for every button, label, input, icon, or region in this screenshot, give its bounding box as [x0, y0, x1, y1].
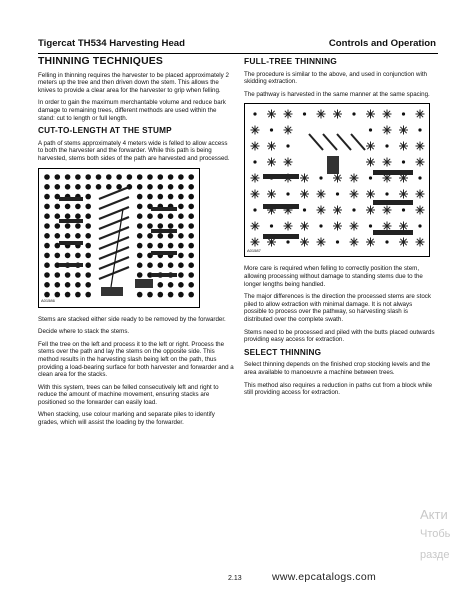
tree-dot	[65, 223, 71, 229]
tree-dot	[85, 193, 91, 199]
tree-dot	[55, 291, 61, 297]
tree-dot	[44, 184, 50, 190]
tree-dot	[85, 252, 91, 258]
cut-to-length-figure	[38, 168, 200, 308]
tree-dot	[147, 223, 153, 229]
tree-dot	[44, 252, 50, 258]
tree-dot	[369, 225, 372, 228]
tree-dot	[188, 272, 194, 278]
tree-dot	[137, 174, 143, 180]
tree-dot	[137, 242, 143, 248]
paragraph: Stems need to be processed and piled with the butts placed outwards providing easy access for extraction.	[244, 328, 435, 344]
paragraph: More care is required when felling to correctly position the stem, allowing processing without damage to standing stems due to the longer lengths being handled.	[244, 265, 423, 288]
tree-dot	[75, 282, 81, 288]
tree-dot	[147, 242, 153, 248]
tree-dot	[55, 272, 61, 278]
paragraph: Felling in thinning requires the harvester to be placed approximately 2 meters up the tree and then driven down the stem. This allows the knives to provide a clear area for the harvester to grip when felling.	[38, 71, 229, 94]
tree-dot	[178, 262, 184, 268]
stem-stack	[373, 200, 413, 205]
tree-dot	[158, 223, 164, 229]
tree-dot	[188, 242, 194, 248]
tree-dot	[55, 174, 61, 180]
tree-dot	[147, 291, 153, 297]
tree-dot	[137, 223, 143, 229]
heading-thinning-techniques: THINNING TECHNIQUES	[38, 56, 164, 67]
tree-dot	[55, 282, 61, 288]
tree-dot	[147, 233, 153, 239]
tree-dot	[168, 233, 174, 239]
tree-dot	[178, 282, 184, 288]
felled-stem	[99, 217, 129, 229]
tree-dot	[270, 225, 273, 228]
tree-dot	[147, 193, 153, 199]
page-number: 2.13	[228, 575, 242, 582]
stem-stack	[373, 230, 413, 235]
tree-dot	[75, 203, 81, 209]
tree-dot	[402, 161, 405, 164]
tree-dot	[55, 252, 61, 258]
tree-dot	[106, 184, 112, 190]
felled-stem	[99, 187, 129, 199]
tree-dot	[75, 233, 81, 239]
tree-dot	[85, 223, 91, 229]
stem-stack	[59, 219, 83, 223]
tree-dot	[55, 203, 61, 209]
tree-dot	[303, 113, 306, 116]
tree-dot	[178, 213, 184, 219]
tree-dot	[188, 291, 194, 297]
harvester-machine	[101, 287, 123, 296]
heading-cut-to-length: CUT-TO-LENGTH AT THE STUMP	[38, 126, 172, 136]
tree-dot	[158, 193, 164, 199]
cut-to-length-illustration	[39, 169, 199, 307]
figure-label: A01587	[247, 247, 261, 253]
tree-dot	[158, 174, 164, 180]
tree-dot	[168, 193, 174, 199]
tree-dot	[44, 233, 50, 239]
stem-stack	[263, 204, 299, 209]
tree-dot	[75, 291, 81, 297]
tree-dot	[65, 184, 71, 190]
tree-dot	[137, 233, 143, 239]
tree-dot	[352, 113, 355, 116]
document-title: Tigercat TH534 Harvesting Head	[38, 38, 185, 49]
tree-dot	[44, 203, 50, 209]
tree-dot	[75, 272, 81, 278]
stem-stack	[151, 273, 177, 277]
tree-dot	[168, 184, 174, 190]
paragraph: Fell the tree on the left and process it to the left or right. Process the stems over the path and lay the stems on the opposite side. This method results in the harvesting slash being left on the path, thus providing a load-bearing surface for both harvester and forwarder and a clean area for the stacks.	[38, 340, 234, 379]
tree-dot	[178, 193, 184, 199]
tree-dot	[96, 184, 102, 190]
tree-dot	[168, 282, 174, 288]
tree-dot	[75, 252, 81, 258]
left-column	[38, 57, 234, 432]
felled-stem	[99, 227, 129, 239]
tree-dot	[85, 272, 91, 278]
tree-dot	[85, 213, 91, 219]
tree-dot	[402, 113, 405, 116]
tree-dot	[178, 242, 184, 248]
tree-dot	[178, 184, 184, 190]
felled-stem	[99, 247, 129, 259]
felled-stem	[323, 134, 337, 150]
tree-dot	[178, 291, 184, 297]
tree-dot	[85, 203, 91, 209]
section-title: Controls and Operation	[328, 38, 436, 49]
tree-dot	[188, 184, 194, 190]
tree-dot	[85, 174, 91, 180]
tree-dot	[188, 282, 194, 288]
stem-stack	[373, 170, 413, 175]
tree-dot	[137, 193, 143, 199]
stem-stack	[151, 229, 177, 233]
paragraph: When stacking, use colour marking and separate piles to identify grades, which will assist the loading by the forwarder.	[38, 411, 215, 427]
tree-dot	[127, 174, 133, 180]
watermark-url: www.epcatalogs.com	[272, 571, 377, 583]
right-column	[244, 57, 436, 402]
tree-dot	[65, 252, 71, 258]
tree-dot	[188, 174, 194, 180]
stem-stack	[151, 251, 177, 255]
tree-dot	[65, 174, 71, 180]
tree-dot	[137, 203, 143, 209]
tree-dot	[418, 225, 421, 228]
tree-dot	[75, 213, 81, 219]
tree-dot	[116, 174, 122, 180]
tree-dot	[319, 225, 322, 228]
tree-dot	[168, 174, 174, 180]
tree-dot	[137, 291, 143, 297]
paragraph: The major differences is the direction the processed stems are stock piled to allow extraction with minimal damage. It is not always possible to process over the pathway, so harvesting slash is distributed over the complete swath.	[244, 293, 431, 323]
tree-dot	[253, 209, 256, 212]
activation-watermark: Акти	[420, 507, 448, 522]
tree-dot	[352, 209, 355, 212]
header-rule	[38, 53, 438, 54]
stem-stack	[263, 174, 299, 179]
felled-stem	[337, 134, 351, 150]
felled-stem	[351, 134, 365, 150]
paragraph: This method also requires a reduction in paths cut from a block while still providing access for extraction.	[244, 381, 433, 397]
tree-dot	[188, 213, 194, 219]
tree-dot	[336, 193, 339, 196]
tree-dot	[253, 161, 256, 164]
tree-dot	[158, 242, 164, 248]
tree-dot	[178, 223, 184, 229]
tree-dot	[65, 213, 71, 219]
activation-watermark: разде	[420, 549, 450, 561]
tree-dot	[286, 145, 289, 148]
tree-dot	[147, 262, 153, 268]
tree-dot	[188, 262, 194, 268]
tree-dot	[147, 174, 153, 180]
tree-dot	[65, 272, 71, 278]
stem-stack	[263, 234, 299, 239]
tree-dot	[188, 233, 194, 239]
tree-dot	[178, 272, 184, 278]
tree-dot	[188, 193, 194, 199]
paragraph: Stems are stacked either side ready to be removed by the forwarder.	[38, 315, 226, 323]
tree-dot	[85, 262, 91, 268]
tree-dot	[55, 184, 61, 190]
tree-dot	[158, 184, 164, 190]
tree-dot	[75, 174, 81, 180]
full-tree-illustration	[245, 104, 429, 256]
tree-dot	[188, 252, 194, 258]
paragraph: The pathway is harvested in the same manner at the same spacing.	[244, 90, 430, 98]
tree-dot	[286, 241, 289, 244]
paragraph: With this system, trees can be felled consecutively left and right to reduce the amount of machine movement, ensuring stacks are positioned so the forwarder can easily load.	[38, 383, 219, 406]
tree-dot	[369, 129, 372, 132]
tree-dot	[44, 193, 50, 199]
tree-dot	[168, 213, 174, 219]
tree-dot	[253, 113, 256, 116]
tree-dot	[75, 184, 81, 190]
tree-dot	[402, 209, 405, 212]
stem-stack	[59, 241, 83, 245]
tree-dot	[418, 129, 421, 132]
figure-label: A01586	[41, 297, 55, 303]
tree-dot	[137, 272, 143, 278]
felled-stem	[99, 237, 129, 249]
tree-dot	[44, 282, 50, 288]
tree-dot	[168, 223, 174, 229]
skidder-machine	[327, 156, 339, 174]
tree-dot	[85, 233, 91, 239]
tree-dot	[178, 233, 184, 239]
tree-dot	[85, 184, 91, 190]
tree-dot	[96, 174, 102, 180]
forwarder-machine	[135, 279, 153, 288]
tree-dot	[286, 193, 289, 196]
tree-dot	[188, 203, 194, 209]
tree-dot	[85, 282, 91, 288]
tree-dot	[147, 184, 153, 190]
tree-dot	[178, 174, 184, 180]
tree-dot	[168, 242, 174, 248]
activation-watermark: Чтобь	[420, 528, 451, 540]
felled-stem	[309, 134, 323, 150]
tree-dot	[303, 209, 306, 212]
tree-dot	[55, 233, 61, 239]
tree-dot	[137, 184, 143, 190]
tree-dot	[158, 291, 164, 297]
heading-full-tree-thinning: FULL-TREE THINNING	[244, 56, 337, 66]
tree-dot	[270, 129, 273, 132]
tree-dot	[158, 282, 164, 288]
tree-dot	[116, 184, 122, 190]
paragraph: The procedure is similar to the above, and used in conjunction with skidding extraction.	[244, 70, 427, 86]
tree-dot	[418, 177, 421, 180]
stem-stack	[59, 263, 83, 267]
tree-dot	[44, 174, 50, 180]
felled-stem	[99, 197, 129, 209]
tree-dot	[106, 174, 112, 180]
tree-dot	[85, 291, 91, 297]
paragraph: A path of stems approximately 4 meters wide is felled to allow access to both the harvester and the forwarder. While this path is being harvested, stems both sides of the path are harvested and processed.	[38, 139, 230, 162]
tree-dot	[137, 262, 143, 268]
tree-dot	[44, 213, 50, 219]
tree-dot	[168, 291, 174, 297]
tree-dot	[147, 213, 153, 219]
tree-dot	[385, 241, 388, 244]
heading-select-thinning: SELECT THINNING	[244, 347, 322, 357]
tree-dot	[44, 242, 50, 248]
tree-dot	[385, 145, 388, 148]
tree-dot	[168, 262, 174, 268]
paragraph: Select thinning depends on the finished crop stocking levels and the area available to manoeuvre a machine between trees.	[244, 361, 431, 376]
tree-dot	[178, 203, 184, 209]
tree-dot	[336, 241, 339, 244]
tree-dot	[137, 213, 143, 219]
tree-dot	[55, 213, 61, 219]
paragraph: In order to gain the maximum merchantable volume and reduce bark damage to remaining trees, different methods are used within the stand: cut to length or full length.	[38, 99, 226, 122]
paragraph: Decide where to stack the stems.	[38, 328, 130, 336]
tree-dot	[85, 242, 91, 248]
tree-dot	[137, 252, 143, 258]
tree-dot	[65, 233, 71, 239]
tree-dot	[319, 177, 322, 180]
tree-dot	[158, 233, 164, 239]
tree-dot	[65, 282, 71, 288]
tree-dot	[44, 223, 50, 229]
tree-dot	[385, 193, 388, 196]
tree-dot	[188, 223, 194, 229]
tree-dot	[55, 223, 61, 229]
tree-dot	[65, 203, 71, 209]
stem-stack	[151, 207, 177, 211]
stem-stack	[59, 197, 83, 201]
tree-dot	[65, 291, 71, 297]
tree-dot	[158, 213, 164, 219]
tree-dot	[44, 272, 50, 278]
tree-dot	[369, 177, 372, 180]
tree-dot	[75, 223, 81, 229]
full-tree-figure	[244, 103, 430, 257]
tree-dot	[178, 252, 184, 258]
tree-dot	[44, 262, 50, 268]
felled-stem	[99, 207, 129, 219]
tree-dot	[158, 262, 164, 268]
